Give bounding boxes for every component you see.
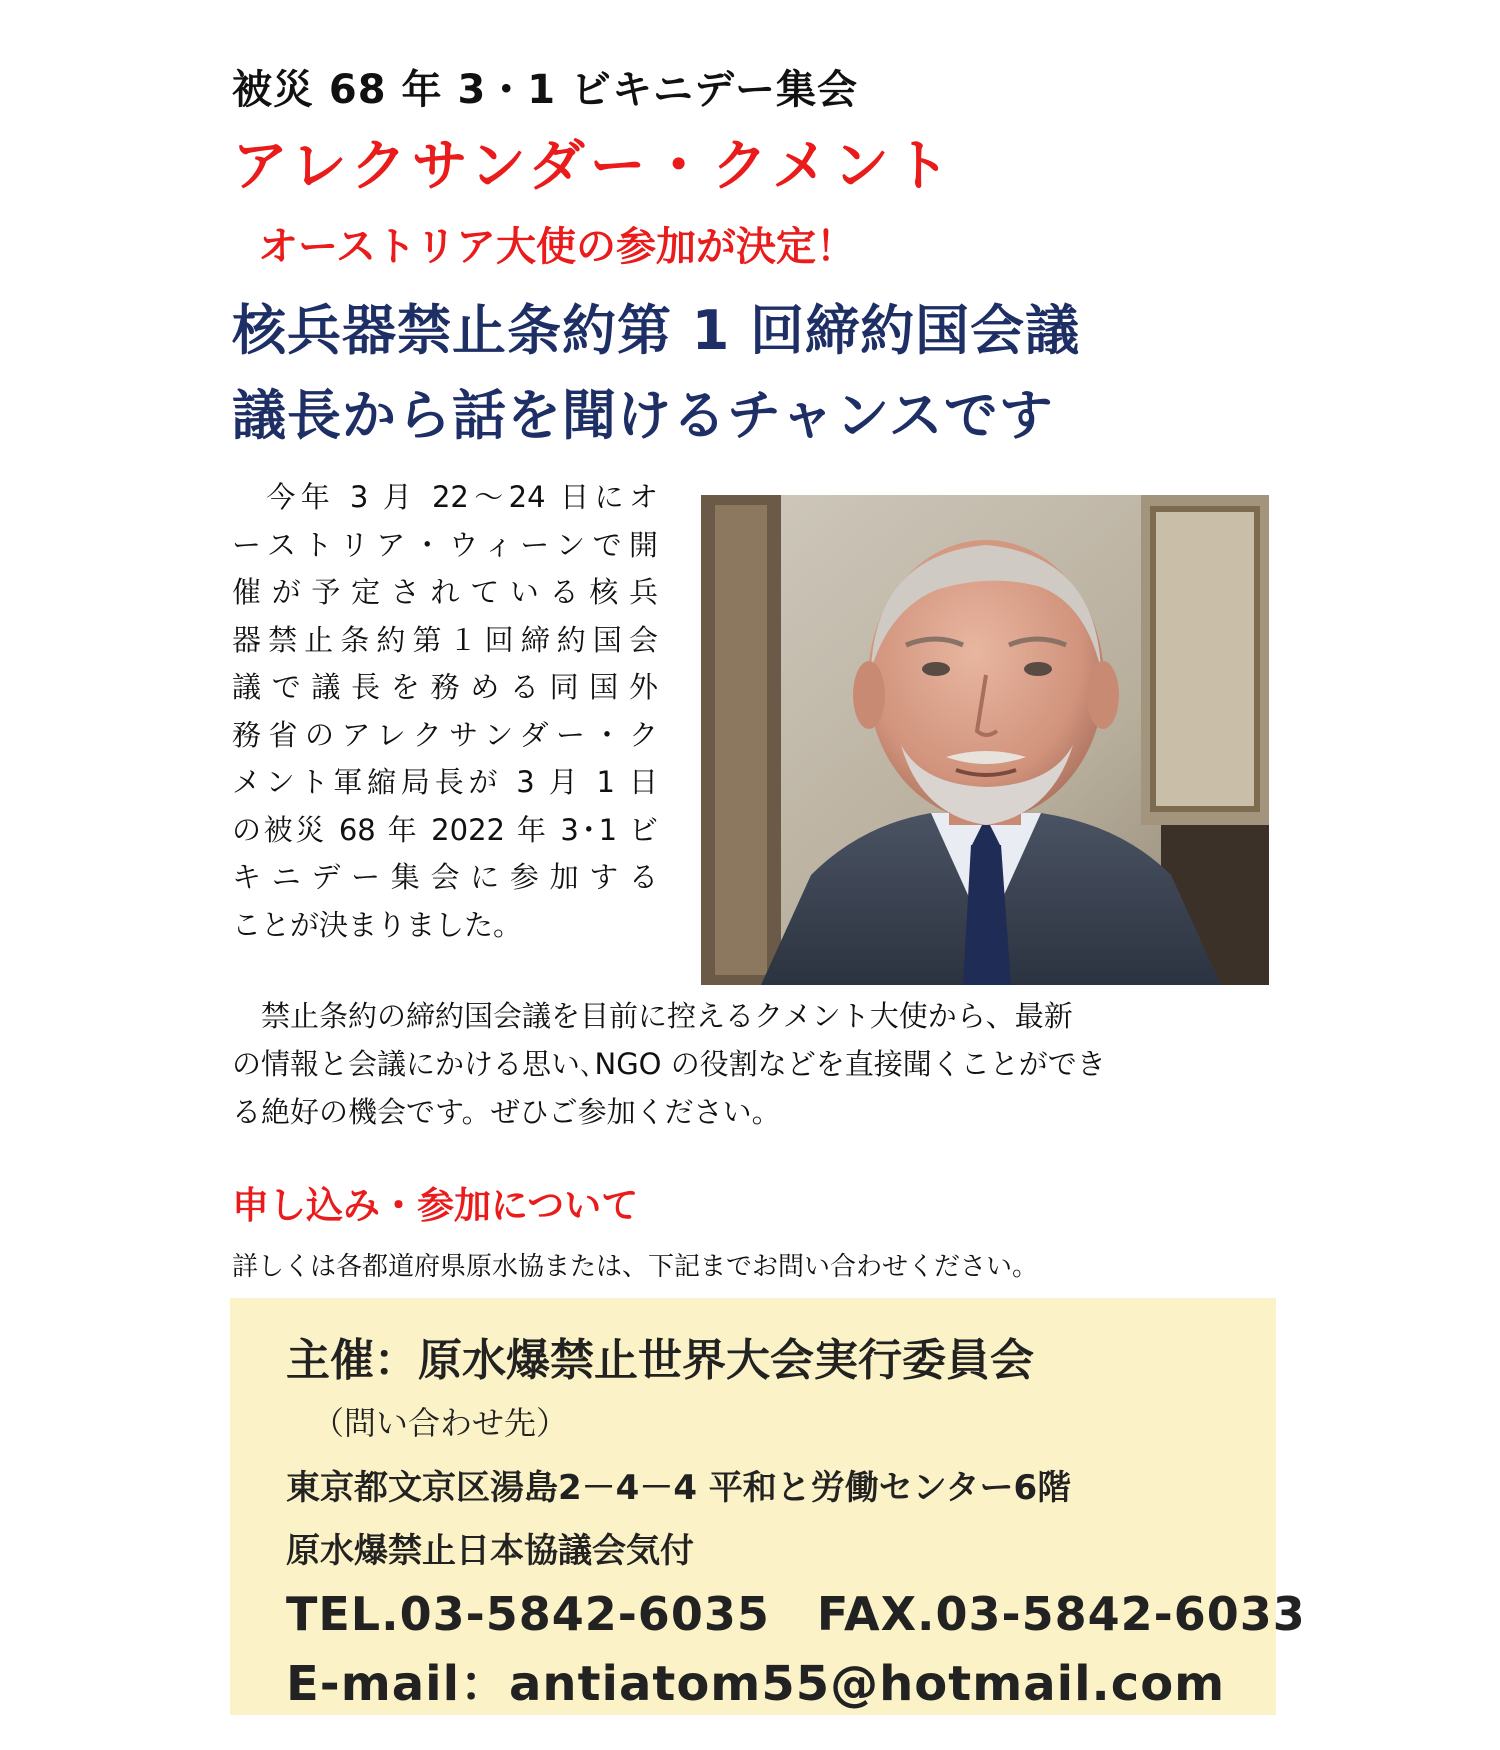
intro-line: 器禁止条約第１回締約国会 bbox=[232, 622, 658, 657]
apply-heading: 申し込み・参加について bbox=[232, 1184, 639, 1227]
event-title: 被災 68 年 3・1 ビキニデー集会 bbox=[232, 67, 859, 113]
email: E-mail：antiatom55@hotmail.com bbox=[286, 1656, 1226, 1712]
headline-line-2: 議長から話を聞けるチャンスです bbox=[232, 384, 1054, 447]
speaker-name: アレクサンダー・クメント bbox=[232, 134, 956, 199]
ambassador-photo bbox=[701, 495, 1269, 985]
body-line: の情報と会議にかける思い､NGO の役割などを直接聞くことができ bbox=[232, 1047, 1106, 1081]
address: 東京都文京区湯島2－4－4 平和と労働センター6階 bbox=[286, 1468, 1072, 1508]
announcement: オーストリア大使の参加が決定！ bbox=[258, 224, 856, 270]
intro-line: 議で議長を務める同国外 bbox=[232, 670, 658, 704]
intro-line: 今年 3 月 22〜24 日にオ bbox=[232, 480, 658, 514]
intro-line: 務省のアレクサンダー・ク bbox=[232, 717, 658, 752]
headline-line-1: 核兵器禁止条約第 1 回締約国会議 bbox=[232, 299, 1081, 362]
intro-paragraph bbox=[232, 474, 658, 949]
contact-box bbox=[230, 1298, 1306, 1715]
intro-line: キニデー集会に参加する bbox=[232, 860, 658, 894]
care-of: 原水爆禁止日本協議会気付 bbox=[286, 1531, 694, 1571]
intro-line: ーストリア・ウィーンで開 bbox=[232, 527, 658, 562]
phone-fax: TEL.03-5842-6035 FAX.03-5842-6033 bbox=[286, 1587, 1306, 1641]
body-paragraph bbox=[232, 992, 1274, 1136]
contact-label: （問い合わせ先） bbox=[312, 1404, 569, 1442]
organizer: 主催：原水爆禁止世界大会実行委員会 bbox=[286, 1335, 1034, 1386]
body-line: 禁止条約の締約国会議を目前に控えるクメント大使から、最新 bbox=[232, 999, 1073, 1033]
body-line: る絶好の機会です。ぜひご参加ください。 bbox=[232, 1095, 781, 1129]
apply-note: 詳しくは各都道府県原水協または、下記までお問い合わせください。 bbox=[232, 1252, 1039, 1282]
intro-line: の被災 68 年 2022 年 3･1 ビ bbox=[232, 812, 658, 847]
intro-line: ことが決まりました。 bbox=[232, 907, 523, 942]
intro-line: 催が予定されている核兵 bbox=[232, 575, 658, 609]
intro-line: メント軍縮局長が 3 月 1 日 bbox=[232, 765, 658, 799]
